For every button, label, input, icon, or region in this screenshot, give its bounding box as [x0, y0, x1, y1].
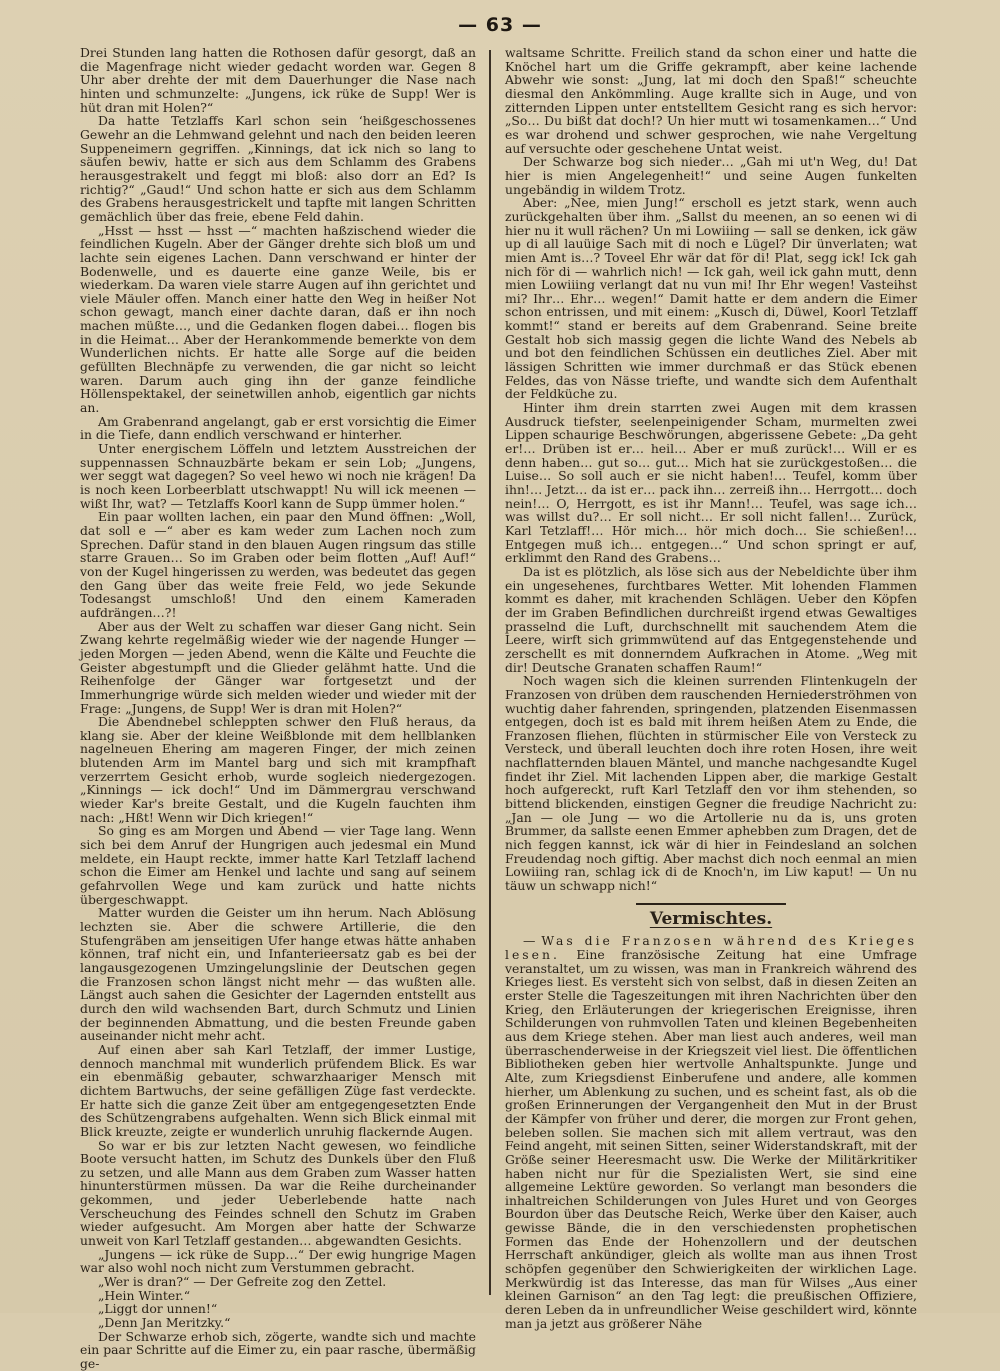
right-column [505, 45, 917, 1331]
section-title: Vermischtes. [649, 908, 773, 929]
story-paragraph: Ein paar wollten lachen, ein paar den Mund öffnen: „Woll, dat soll e —“ aber es kam weder zum Lachen noch zum Sprechen. Dafür stand in den blauen Augen ringsum das stille starre Grauen… So im Graben oder beim flotten „Auf! Auf!“ von der Kugel hingerissen zu werden, was bedeutet das gegen den Gang über das weite freie Feld, wo jede Sekunde Todesangst umschloß! Und den einem Kameraden aufdrängen…?! [80, 509, 476, 620]
dialogue-line: „Denn Jan Meritzky.“ [98, 1315, 231, 1331]
story-paragraph: Am Grabenrand angelangt, gab er erst vorsichtig die Eimer in die Tiefe, dann endlich verschwand er hinterher. [80, 413, 476, 443]
dialogue-line: „Liggt dor unnen!“ [98, 1301, 218, 1317]
dialogue-line: „Wer is dran?“ — Der Gefreite zog den Zettel. [98, 1274, 387, 1290]
story-paragraph: Auf einen aber sah Karl Tetzlaff, der immer Lustige, dennoch manchmal mit wunderlich prüfendem Blick. Es war ein ebenmäßig gebauter, schwarzhaariger Mensch mit dichtem Bartwuchs, der seine gefälligen Züge fast verdeckte. Er hatte sich die ganze Zeit über am entgegengesetzten Ende des Schützengrabens aufgehalten. Wenn sich Blick einmal mit Blick kreuzte, zeigte er wunderlich unruhig flackernde Augen. [80, 1041, 476, 1139]
page-number: — 63 — [458, 14, 542, 36]
news-body: Eine französische Zeitung hat eine Umfrage veranstaltet, um zu wissen, was man in Frankreich während des Krieges liest. Es versteht sich von selbst, daß in diesen Zeiten an erster Stelle die Tageszeitungen mit ihren Nachrichten über den Krieg, den Erläuterungen der kriegerischen Ereignisse, ihren Schilderungen von ruhmvollen Taten und kleinen Begebenheiten aus dem Kriege stehen. Aber man liest auch anderes, weil man überraschenderweise in der Kriegszeit viel liest. Die öffentlichen Bibliotheken geben hier wertvolle Anhaltspunkte. Junge und Alte, zum Kriegsdienst Einberufene und andere, alle kommen hierher, um Ablenkung zu suchen, und es scheint fast, als ob die großen Erinnerungen der Vergangenheit den Mut in der Brust der Kämpfer von früher und derer, die morgen zur Front gehen, beleben sollen. Sie machen sich mit allem vertraut, was den Feind angeht, mit seinen Sitten, seiner Widerstandskraft, mit der Größe seiner Heeresmacht usw. Die Werke der Militärkritiker haben nicht nur für die Spezialisten Wert, sie sind eine allgemeine Lektüre geworden. So verlangt man besonders die inhaltreichen Schilderungen von Jules Huret und von Georges Bourdon über das Deutsche Reich, Werke über den Kaiser, auch gewisse Bände, die in den verschiedensten prophetischen Formen das Ende der Hohenzollern und der deutschen Herrschaft ankündiger, gleich als wollte man aus ihnen Trost schöpfen gegenüber den Schwierigkeiten der wirklichen Lage. Merkwürdig ist das Interesse, das man für Wilses „Aus einer kleinen Garnison“ an den Tag legt: die preußischen Offiziere, deren Leben da in unfreundlicher Weise geschildert wird, könnte man ja jetzt aus größerer Nähe [505, 947, 917, 1331]
story-paragraph: Aber aus der Welt zu schaffen war dieser Gang nicht. Sein Zwang kehrte regelmäßig wieder wie der nagende Hunger — jeden Morgen — jeden Abend, wenn die Kälte und Feuchte die Geister abgestumpft und die Glieder gelähmt hatte. Und die Reihenfolge der Gänger war fortgesetzt und der Immerhungrige würde sich melden wieder und wieder mit der Frage: „Jungens, de Supp! Wer is dran mit Holen?“ [80, 618, 476, 716]
story-paragraph: Noch wagen sich die kleinen surrenden Flintenkugeln der Franzosen von drüben dem rauschenden Herniederströhmen von wuchtig daher fahrenden, springenden, platzenden Eisenmassen entgegen, doch ist es bald mit ihrem heißen Atem zu Ende, die Franzosen fliehen, flüchten in stürmischer Eile von Versteck zu Versteck, und überall leuchten doch ihre roten Hosen, ihre weit nachflatternden blauen Mäntel, und manche nachgesandte Kugel findet ihr Ziel. Mit lachenden Lippen aber, die markige Gestalt hoch aufgereckt, ruft Karl Tetzlaff den vor ihm stehenden, so bittend blickenden, einstigen Gegner die freudige Nachricht zu: „Jan — ole Jung — wo die Artollerie nu da is, uns groten Brummer, da sallste eenen Emmer aphebben zum Dragen, det de nich feggen kannst, ick wär di hier in Feindesland an solchen Freudendag noch giftig. Aber machst dich noch eenmal an mien Lowiiing ran, schlag ick di de Knoch'n, im Liw kaput! — Un nu täuw un schwapp nich!“ [505, 673, 917, 894]
story-paragraph: Aber: „Nee, mien Jung!“ erscholl es jetzt stark, wenn auch zurückgehalten über ihm. „Sallst du meenen, an so eenen wi di hier nu it wull rächen? Un mi Lowiiing — sall se denken, ick gäw up di all lauüige Sach mit di noch e Lügel? Dir ünverlaten; wat mien Amt is…? Toveel Ehr wär dat för di! Plat, segg ick! Ick gah nich för di — wahrlich nich! — Ick gah, weil ick gahn mutt, denn mien Lowiiing verlangt dat nu vun mi! Ihr Ehr wegen! Vasteihst mi? Ihr… Ehr… wegen!“ Damit hatte er dem andern die Eimer schon entrissen, und mit einem: „Kusch di, Düwel, Koorl Tetzlaff kommt!“ stand er bereits auf dem Grabenrand. Seine breite Gestalt hob sich massig gegen die lichte Wand des Nebels ab und bot den feindlichen Schüssen ein deutliches Ziel. Aber mit lässigen Schritten wie immer durchmaß er das Stück ebenen Feldes, das von Nässe triefte, und wandte sich dem Aufenthalt der Feldküche zu. [505, 195, 917, 402]
dialogue-line: „Hein Winter.“ [98, 1287, 191, 1303]
column-divider [489, 50, 491, 1295]
story-paragraph: Hinter ihm drein starrten zwei Augen mit dem krassen Ausdruck tiefster, seelenpeinigender Scham, murmelten zwei Lippen schaurige Beschwörungen, abgerissene Gebete: „Da geht er!… Drüben ist er… heil… Aber er muß zurück!… Will er es denn haben… gut so… gut… Mich hat sie zurückgestoßen… die Luise… So soll auch er sie nicht haben!… Teufel, komm über ihn!… Jetzt… da ist er… pack ihn… zerreiß ihn… Herrgott… doch nein!… O, Herrgott, es ist ihr Mann!… Teufel, was sage ich… was willst du?… Er soll nicht… Er soll nicht fallen!… Zurück, Karl Tetzlaff!… Hör mich… hör mich doch… Sie schießen!… Entgegen muß ich… entgegen…“ Und schon springt er auf, erklimmt den Rand des Grabens… [505, 400, 917, 566]
news-headline: Was die Franzosen während des Krieges lesen. [505, 933, 917, 962]
story-paragraph: Da ist es plötzlich, als löse sich aus der Nebeldichte über ihm ein ungesehenes, furchtbares Wetter. Mit lohenden Flammen kommt es daher, mit krachenden Schlägen. Ueber den Köpfen der im Graben Befindlichen durchreißt irgend etwas Gewaltiges prasselnd die Luft, durchschnellt mit sauchendem Atem die Leere, wirft sich grimmwütend auf das Entgegenstehende und zerschellt es mit donnerndem Aufkrachen in Atome. „Weg mit dir! Deutsche Granaten schaffen Raum!“ [505, 563, 917, 675]
story-paragraph: So war er bis zur letzten Nacht gewesen, wo feindliche Boote versucht hatten, im Schutz des Dunkels über den Fluß zu setzen, und alle Mann aus dem Graben zum Wasser hatten hinunterstürmen müssen. Da war die Reihe durcheinander gekommen, und jeder Ueberlebende hatte nach Verscheuchung des Feindes schnell den Schutz im Graben wieder aufgesucht. Am Morgen aber hatte der Schwarze unweit von Karl Tetzlaff gestanden… abgewandten Gesichts. [80, 1137, 476, 1249]
story-paragraph: Da hatte Tetzlaffs Karl schon sein ‘heißgeschossenes Gewehr an die Lehmwand gelehnt und nach den beiden leeren Suppeneimern gegriffen. „Kinnings, dat ick nich so lang to säufen bewiv, hatte er sich aus dem Schlamm des Grabens herausgestrakelt und feggt mi bloß: also dorr an Ed? Is richtig?“ „Gaud!“ Und schon hatte er sich aus dem Schlamm des Grabens herausgestrickelt und tapfte mit langen Schritten gemächlich über das freie, ebene Feld dahin. [80, 113, 476, 224]
story-paragraph: Der Schwarze bog sich nieder… „Gah mi ut'n Weg, du! Dat hier is mien Angelegenheit!“ und seine Augen funkelten ungebändig in wildem Trotz. [505, 154, 917, 197]
story-paragraph: Die Abendnebel schleppten schwer den Fluß heraus, da klang sie. Aber der kleine Weißblonde mit dem hellblanken nagelneuen Ehering am mageren Finger, der mich zeinen blutenden Arm im Mantel barg und sich mit krampfhaft verzerrtem Gesicht erhob, wurde sogleich niedergezogen. „Kinnings — ick doch!“ Und im Dämmergrau verschwand wieder Kar's breite Gestalt, und die Kugeln fauchten ihm nach: „Hßt! Wenn wir Dich kriegen!“ [80, 714, 476, 825]
left-column [80, 45, 476, 1371]
story-paragraph: Drei Stunden lang hatten die Rothosen dafür gesorgt, daß an die Magenfrage nicht wieder gedacht worden war. Gegen 8 Uhr aber drehte der mit dem Dauerhunger die Nase nach hinten und schmunzelte: „Jungens, ick rüke de Supp! Wer is hüt dran mit Holen?“ [80, 45, 476, 115]
story-paragraph: „Jungens — ick rüke de Supp…“ Der ewig hungrige Magen war also wohl noch nicht zum Verstummen gebracht. [80, 1246, 476, 1276]
story-paragraph: waltsame Schritte. Freilich stand da schon einer und hatte die Knöchel hart um die Griffe gekrampft, aber keine lachende Abwehr wie sonst: „Jung, lat mi doch den Spaß!“ scheuchte diesmal den Ankömmling. Auge krallte sich in Auge, und von zitternden Lippen unter entstelltem Gesicht rang es sich hervor: „So… Du bißt dat doch!? Un hier mutt wi tosamenkamen…“ Und es war drohend und schwer gesprochen, wie nahe Vergeltung auf versuchte oder geschehene Untat weist. [505, 45, 917, 156]
section-divider [636, 903, 786, 905]
story-paragraph: Matter wurden die Geister um ihn herum. Nach Ablösung lechzten sie. Aber die schwere Artillerie, die den Stufengräben am jenseitigen Ufer hange etwas hätte anhaben können, traf nicht ein, und Infanterieersatz gab es bei der langausgezogenen Umzingelungslinie der Deutschen gegen die Franzosen schon längst nicht mehr — das wußten alle. Längst auch sahen die Gesichter der Lagernden entstellt aus durch den wild wachsenden Bart, durch Schmutz und Linien der beginnenden Abmattung, und die besten Freunde gaben auseinander nicht mehr acht. [80, 905, 476, 1044]
story-paragraph: „Hsst — hsst — hsst —“ machten haßzischend wieder die feindlichen Kugeln. Aber der Gänger drehte sich bloß um und lachte sein eigenes Lachen. Dann verschwand er hinter der Bodenwelle, und es dauerte eine ganze Weile, bis er wiederkam. Da waren viele starre Augen auf ihn gerichtet und viele Mäuler offen. Manch einer hatte den Weg in heißer Not schon gewagt, manch einer dachte daran, daß er ihn noch machen müßte…, und die Gedanken flogen dabei… flogen bis in die Heimat… Aber der Herankommende bemerkte von dem Wunderlichen nichts. Er hatte alle Sorge auf die beiden gefüllten Blechnäpfe zu verwenden, die gar nicht so leicht waren. Darum auch ging ihn der ganze feindliche Höllenspektakel, der seinetwillen anhob, eigentlich gar nichts an. [80, 222, 476, 416]
story-paragraph: Der Schwarze erhob sich, zögerte, wandte sich und machte ein paar Schritte auf die Eimer zu, ein paar rasche, übermäßig ge- [80, 1328, 476, 1371]
story-paragraph: Unter energischem Löffeln und letztem Ausstreichen der suppennassen Schnauzbärte bekam er sein Lob; „Jungens, wer seggt wat dagegen? So veel hewo wi noch nie krägen! Da is noch keen Lorbeerblatt utschwappt! Nu will ick meenen — wißt Ihr, wat? — Tetzlaffs Koorl kann de Supp ümmer holen.“ [80, 441, 476, 511]
news-item: — Was die Franzosen während des Krieges lesen. Eine französische Zeitung hat eine Umfrage veranstaltet, um zu wissen, was man in Frankreich während des Krieges liest. Es versteht sich von selbst, daß in diesen Zeiten an erster Stelle die Tageszeitungen mit ihren Nachrichten über den Krieg, den Erläuterungen der kriegerischen Ereignisse, ihren Schilderungen von ruhmvollen Taten und kleinen Begebenheiten aus dem Kriege stehen. Aber man liest auch anderes, weil man überraschenderweise in der Kriegszeit viel liest. Die öffentlichen Bibliotheken geben hier wertvolle Anhaltspunkte. Junge und Alte, zum Kriegsdienst Einberufene und andere, alle kommen hierher, um Ablenkung zu suchen, und es scheint fast, als ob die großen Erinnerungen der Vergangenheit den Mut in der Brust der Kämpfer von früher und derer, die morgen zur Front gehen, beleben sollen. Sie machen sich mit allem vertraut, was den Feind angeht, mit seinen Sitten, seiner Widerstandskraft, mit der Größe seiner Heeresmacht usw. Die Werke der Militärkritiker haben nicht nur für die Spezialisten Wert, sie sind eine allgemeine Lektüre geworden. So verlangt man besonders die inhaltreichen Schilderungen von Jules Huret und von Georges Bourdon über das Deutsche Reich, Werke über den Kaiser, auch gewisse Bände, die in den verschiedensten prophetischen Formen das Ende der Hohenzollern und der deutschen Herrschaft ankündiger, gleich als wollte man aus ihnen Trost schöpfen gegenüber den Schwierigkeiten der wirklichen Lage. Merkwürdig ist das Interesse, das man für Wilses „Aus einer kleinen Garnison“ an den Tag legt: die preußischen Offiziere, deren Leben da in unfreundlicher Weise geschildert wird, könnte man ja jetzt aus größerer Nähe [505, 933, 917, 1331]
story-paragraph: So ging es am Morgen und Abend — vier Tage lang. Wenn sich bei dem Anruf der Hungrigen auch jedesmal ein Mund meldete, ein Haupt reckte, immer hatte Karl Tetzlaff lachend schon die Eimer am Henkel und lachte und sang auf seinem gefahrvollen Wege und kam zurück und hatte nichts übergeschwappt. [80, 823, 476, 907]
